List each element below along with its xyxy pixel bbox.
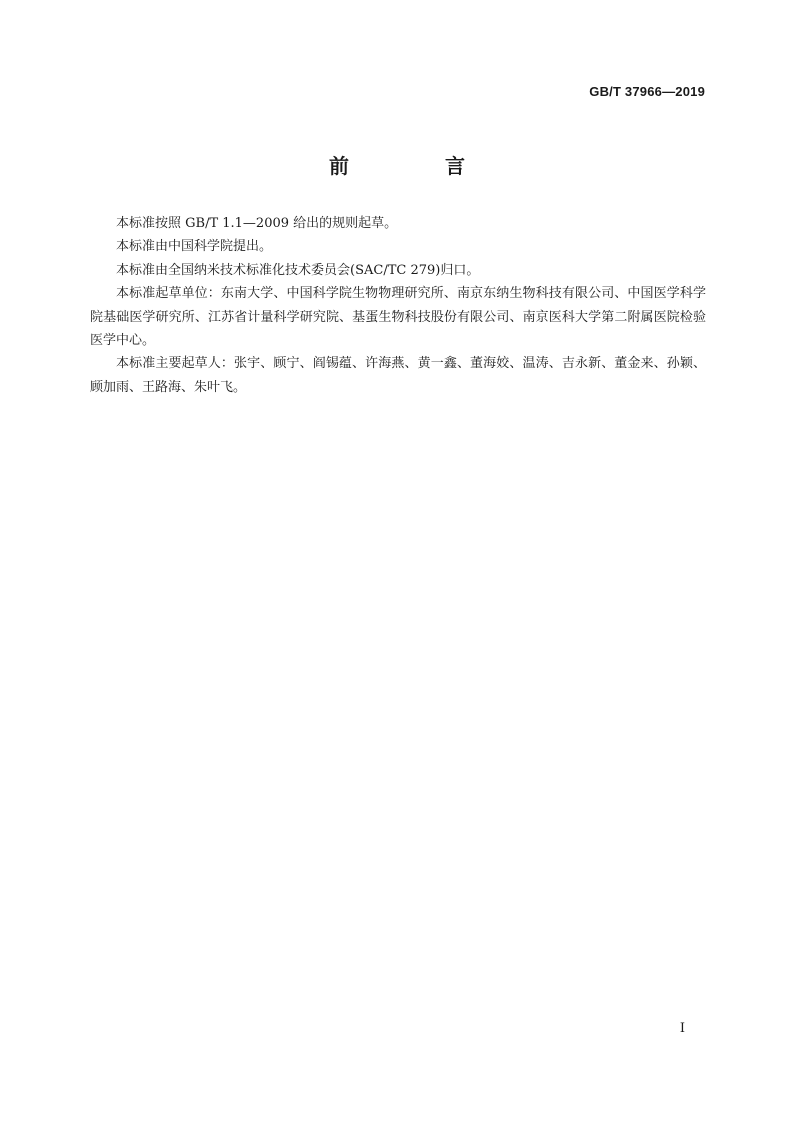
standard-code: GB/T 37966—2019 [589, 84, 705, 99]
page-title: 前 言 [329, 154, 503, 178]
paragraph-drafting-rules: 本标准按照 GB/T 1.1—2009 给出的规则起草。 [116, 216, 398, 231]
paragraph-drafters: 本标准主要起草人：张宇、顾宁、阎锡蕴、许海燕、黄一鑫、董海姣、温涛、吉永新、董金来、孙颖、顾加雨、王路海、朱叶飞。 [90, 356, 706, 395]
paragraph-drafting-units: 本标准起草单位：东南大学、中国科学院生物物理研究所、南京东纳生物科技有限公司、中国医学科学院基础医学研究所、江苏省计量科学研究院、基蛋生物科技股份有限公司、南京医科大学第二附属医院检验医学中心。 [90, 286, 706, 349]
paragraph-committee: 本标准由全国纳米技术标准化技术委员会(SAC/TC 279)归口。 [116, 262, 480, 278]
foreword-body [90, 212, 706, 399]
page-number: I [679, 1021, 685, 1036]
paragraph-proposer: 本标准由中国科学院提出。 [116, 239, 273, 255]
